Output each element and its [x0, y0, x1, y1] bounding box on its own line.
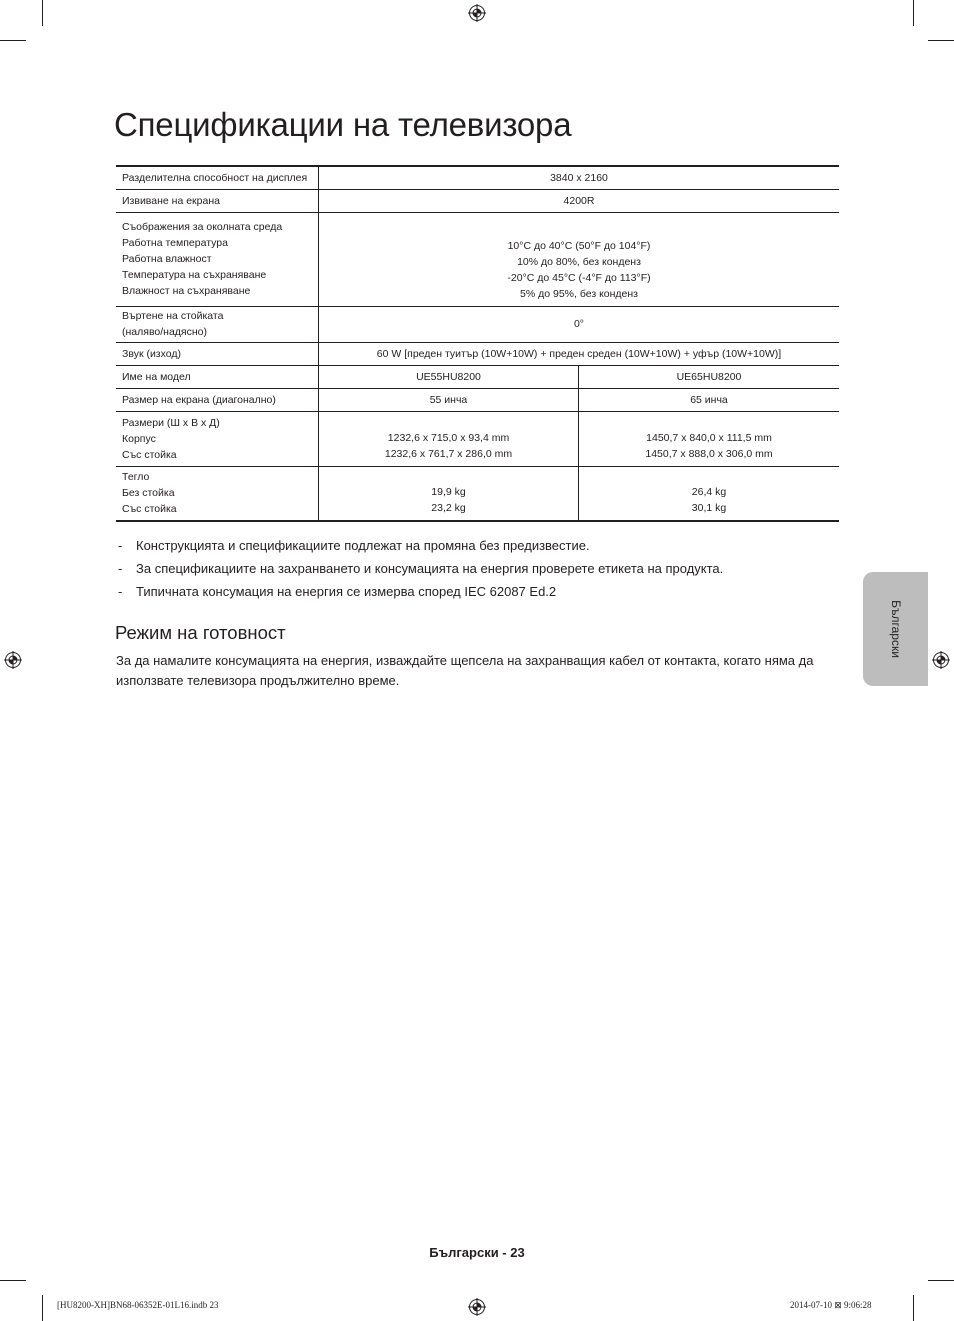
- label-line: Със стойка: [122, 503, 177, 516]
- value-line: -20°C до 45°C (-4°F до 113°F): [507, 271, 651, 284]
- row-value: UE65HU8200: [579, 365, 840, 388]
- label-line: Въртене на стойката: [122, 310, 224, 322]
- row-value: [319, 466, 579, 521]
- list-item: [116, 537, 723, 560]
- row-value: 4200R: [319, 189, 840, 212]
- row-value: [319, 411, 579, 466]
- language-tab: [863, 572, 928, 686]
- table-row: [116, 166, 839, 189]
- row-value: UE55HU8200: [319, 365, 579, 388]
- value-line: 23,2 kg: [431, 502, 466, 514]
- row-value: [319, 212, 840, 306]
- table-row: [116, 388, 839, 411]
- table-row: [116, 466, 839, 521]
- list-item: [116, 583, 723, 606]
- print-slug-date: 2014-07-10 ⊠ 9:06:28: [790, 1300, 872, 1310]
- registration-mark-icon: [4, 651, 22, 669]
- section-paragraph: За да намалите консумацията на енергия, изваждайте щепсела на захранващия кабел от контакта, когато няма да използвате телевизора продължително време.: [116, 653, 814, 688]
- section-heading: Режим на готовност: [115, 622, 286, 643]
- value-line: 5% до 95%, без конденз: [520, 287, 638, 300]
- value-line: 19,9 kg: [431, 486, 466, 498]
- row-value: 60 W [преден туитър (10W+10W) + преден среден (10W+10W) + уфър (10W+10W)]: [319, 342, 840, 365]
- row-label: Извиване на екрана: [116, 189, 319, 212]
- label-line: Без стойка: [122, 487, 175, 500]
- page-title: Спецификации на телевизора: [114, 106, 572, 143]
- table-row: [116, 189, 839, 212]
- row-label: [116, 306, 319, 342]
- registration-mark-icon: [468, 1298, 486, 1316]
- row-value: 65 инча: [579, 388, 840, 411]
- value-line: 10% до 80%, без конденз: [517, 255, 641, 268]
- value-line: 1450,7 x 840,0 x 111,5 mm: [646, 431, 772, 444]
- crop-mark: [0, 1280, 26, 1281]
- label-line: Работна температура: [122, 237, 228, 249]
- table-row: [116, 365, 839, 388]
- row-value: [579, 466, 840, 521]
- row-label: Разделителна способност на дисплея: [116, 166, 319, 189]
- row-label: [116, 411, 319, 466]
- note-text: Конструкцията и спецификациите подлежат на промяна без предизвестие.: [136, 538, 590, 553]
- value-line: 30,1 kg: [691, 502, 727, 514]
- crop-mark: [913, 0, 914, 26]
- list-dash: -: [118, 538, 123, 553]
- label-line: (наляво/надясно): [122, 326, 207, 338]
- row-label: Звук (изход): [116, 342, 319, 365]
- note-text: Типичната консумация на енергия се измерва според IEC 62087 Ed.2: [136, 584, 557, 599]
- value-line: 1450,7 x 888,0 x 306,0 mm: [645, 447, 773, 460]
- label-line: Температура на съхраняване: [122, 269, 267, 281]
- notes-list: [116, 537, 723, 606]
- registration-mark-icon: [468, 4, 486, 22]
- row-value: [579, 411, 840, 466]
- label-line: Съображения за околната среда: [122, 221, 283, 233]
- value-line: 10°C до 40°C (50°F до 104°F): [507, 239, 651, 252]
- table-row: [116, 342, 839, 365]
- crop-mark: [42, 1295, 43, 1321]
- language-tab-label: Български: [888, 600, 903, 658]
- row-value: 0°: [319, 306, 840, 342]
- crop-mark: [913, 1295, 914, 1321]
- note-text: За спецификациите на захранването и консумацията на енергия проверете етикета на продукта.: [136, 561, 724, 576]
- table-row: [116, 212, 839, 306]
- print-slug-file: [HU8200-XH]BN68-06352E-01L16.indb 23: [57, 1300, 219, 1310]
- crop-mark: [928, 40, 954, 41]
- table-row: [116, 411, 839, 466]
- crop-mark: [42, 0, 43, 26]
- row-value: 3840 x 2160: [319, 166, 840, 189]
- label-line: Размери (Ш x В x Д): [122, 416, 220, 429]
- row-label: Име на модел: [116, 365, 319, 388]
- label-line: Корпус: [122, 432, 156, 445]
- row-label: [116, 212, 319, 306]
- label-line: Влажност на съхраняване: [122, 285, 251, 297]
- page-number: Български - 23: [429, 1245, 525, 1260]
- label-line: Със стойка: [122, 448, 177, 461]
- value-line: 1232,6 x 761,7 x 286,0 mm: [384, 447, 513, 460]
- row-label: Размер на екрана (диагонално): [116, 388, 319, 411]
- registration-mark-icon: [932, 651, 950, 669]
- label-line: Тегло: [122, 471, 150, 484]
- spec-table: [116, 165, 839, 522]
- list-dash: -: [118, 561, 123, 576]
- label-line: Работна влажност: [122, 253, 212, 265]
- crop-mark: [0, 40, 26, 41]
- list-dash: -: [118, 584, 123, 599]
- row-label: [116, 466, 319, 521]
- list-item: [116, 560, 723, 583]
- value-line: 26,4 kg: [691, 486, 727, 498]
- crop-mark: [928, 1280, 954, 1281]
- row-value: 55 инча: [319, 388, 579, 411]
- value-line: 1232,6 x 715,0 x 93,4 mm: [387, 431, 510, 444]
- table-row: [116, 306, 839, 342]
